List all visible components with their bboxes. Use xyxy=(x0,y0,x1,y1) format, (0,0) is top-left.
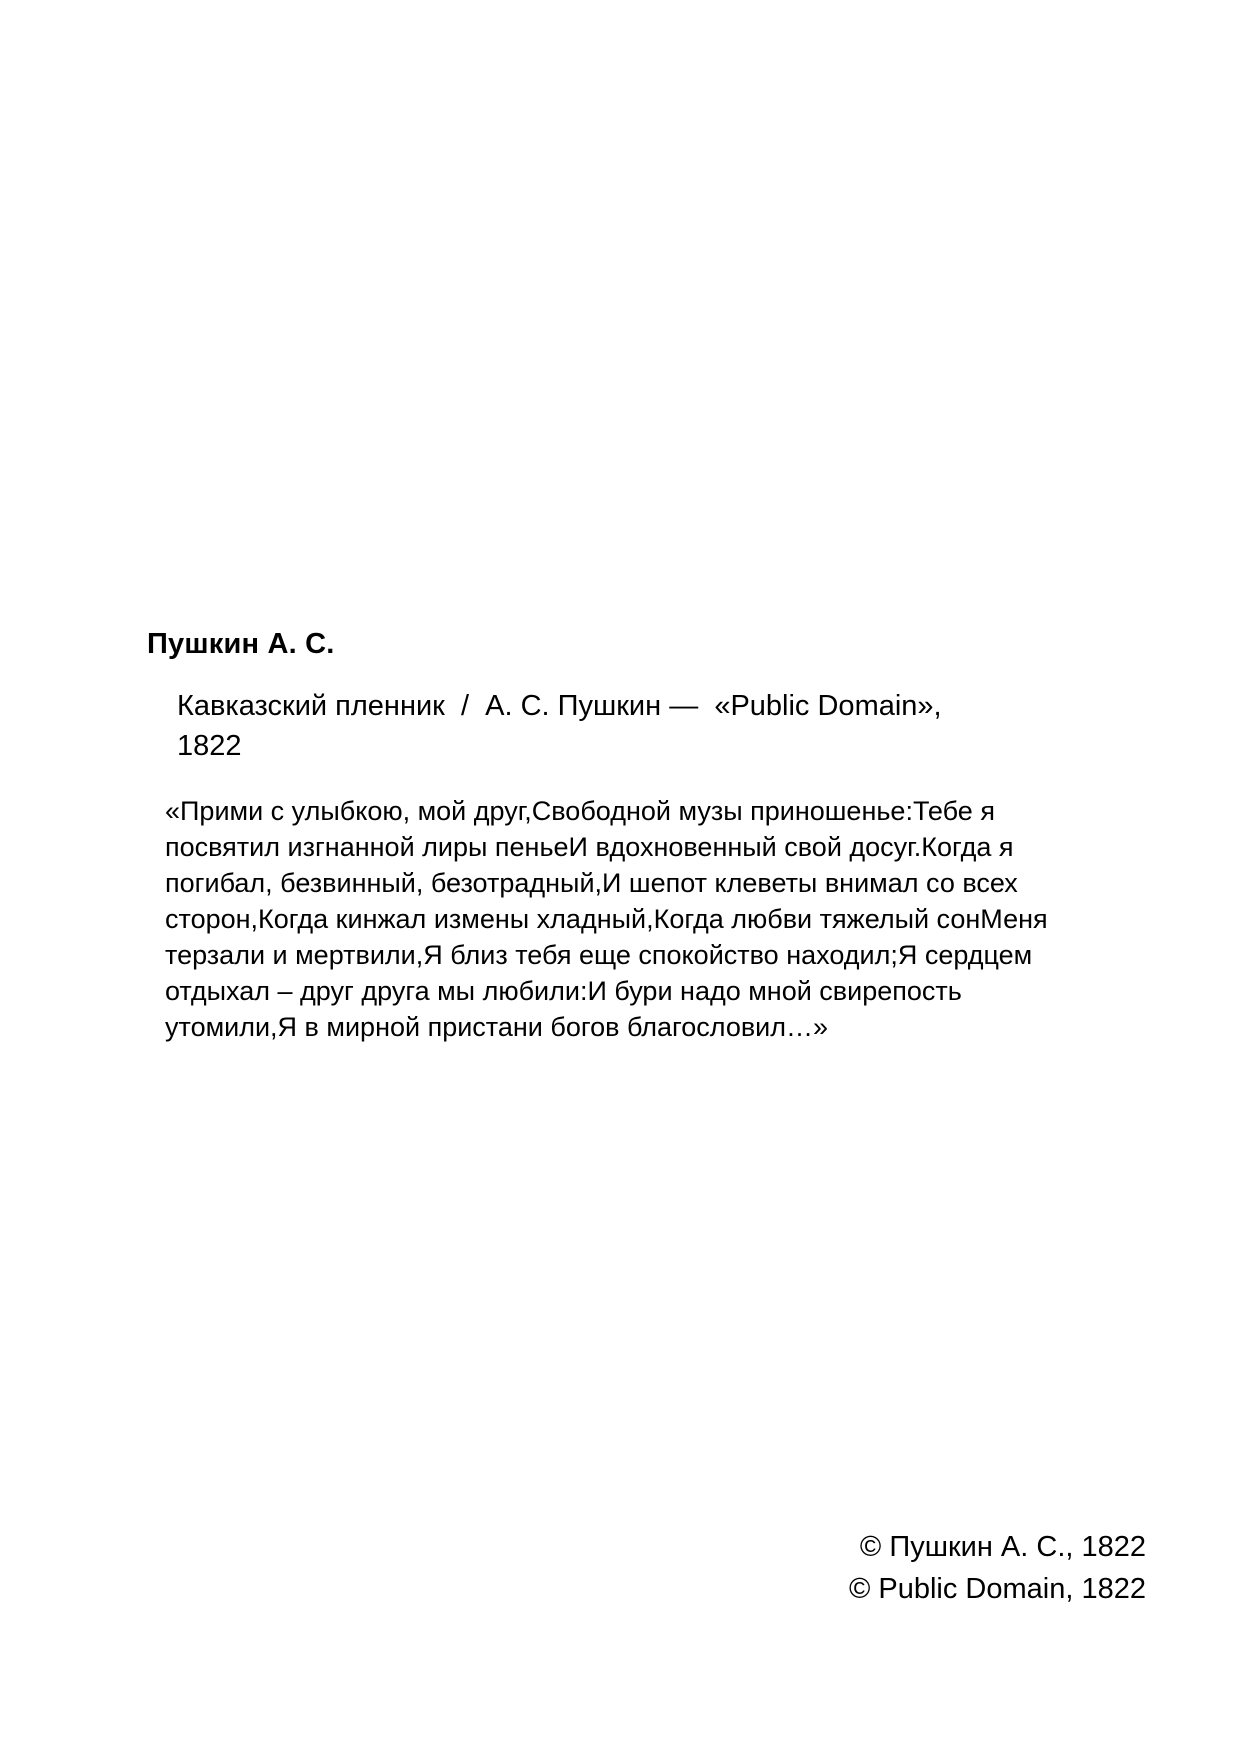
copyright-line: © Пушкин А. С., 1822 xyxy=(859,1531,1146,1563)
annotation-line: отдыхал – друг друга мы любили:И бури надо мной свирепость xyxy=(165,976,962,1006)
annotation-line: терзали и мертвили,Я близ тебя еще спокойство находил;Я сердцем xyxy=(165,940,1033,970)
annotation-line: утомили,Я в мирной пристани богов благословил…» xyxy=(165,1012,829,1042)
annotation-line: сторон,Когда кинжал измены хладный,Когда любви тяжелый сонМеня xyxy=(165,904,1048,934)
citation-line: 1822 xyxy=(177,730,242,762)
annotation-line: «Прими с улыбкою, мой друг,Свободной музы приношенье:Тебе я xyxy=(165,796,995,826)
annotation-line: посвятил изгнанной лиры пеньеИ вдохновенный свой досуг.Когда я xyxy=(165,832,1014,862)
annotation-line: погибал, безвинный, безотрадный,И шепот клеветы внимал со всех xyxy=(165,868,1018,898)
bibliographic-citation xyxy=(177,686,1077,766)
copyright-line: © Public Domain, 1822 xyxy=(848,1573,1146,1605)
copyright-notice xyxy=(849,1526,1146,1610)
author-heading: Пушкин А. С. xyxy=(147,628,335,660)
citation-line: Кавказский пленник / А. С. Пушкин — «Public Domain», xyxy=(177,690,942,722)
annotation-text xyxy=(165,793,1165,1045)
